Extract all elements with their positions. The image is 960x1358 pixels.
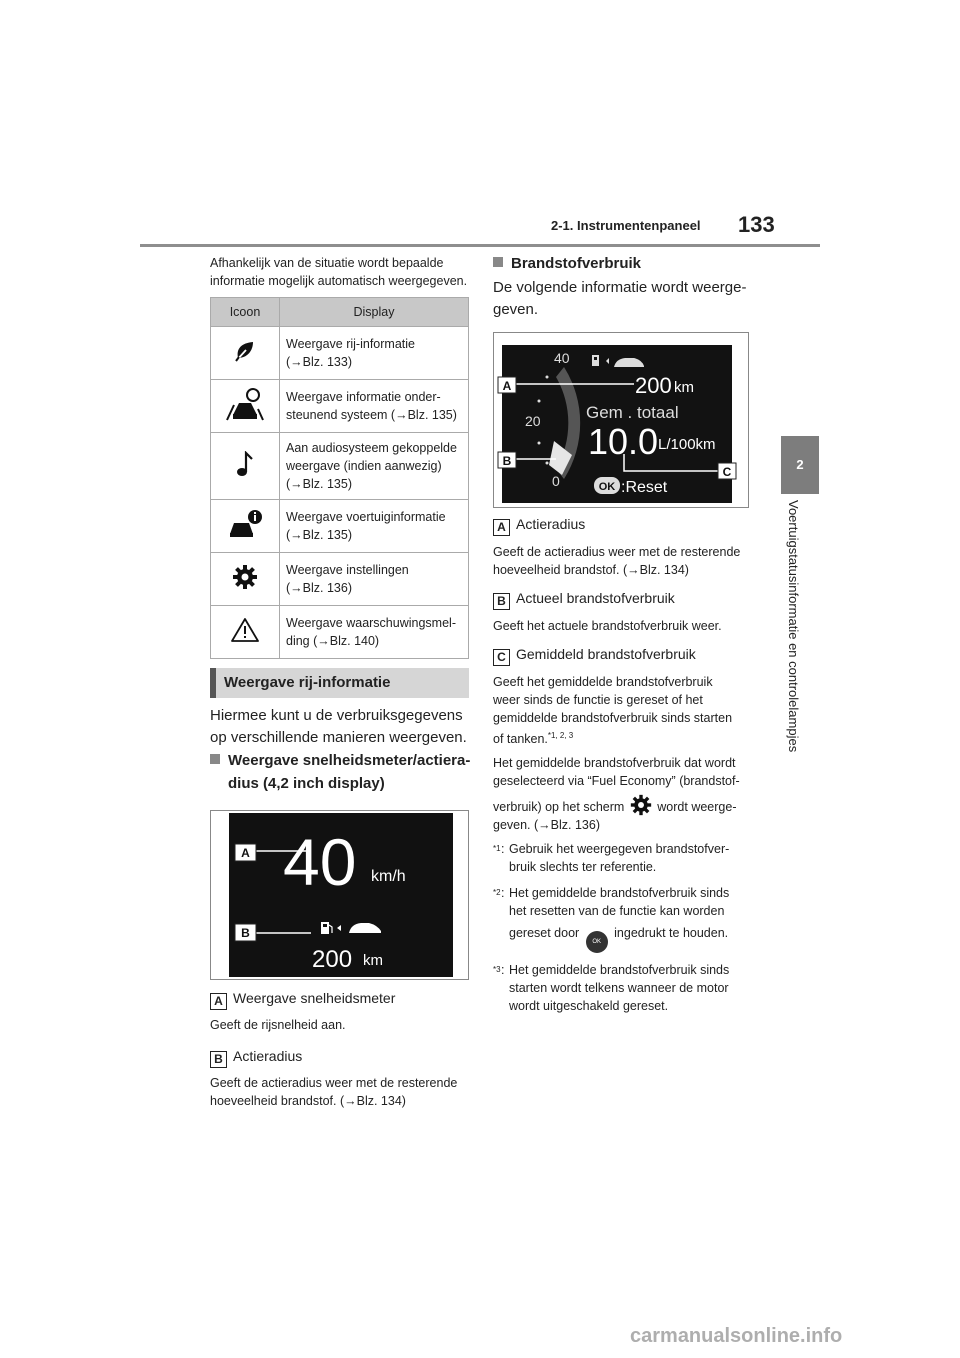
header-rule (140, 244, 820, 247)
footnote-text: het resetten van de functie kan worden (509, 904, 725, 919)
ok-button-label: OK (598, 481, 616, 493)
table-header-icon: Icoon (211, 298, 280, 327)
fuel-heading (493, 252, 641, 275)
item-desc: hoeveelheid brandstof. (→Blz. 134) (493, 563, 689, 577)
table-row (211, 327, 469, 380)
item-title: Weergave snelheidsmeter (233, 990, 396, 1006)
gauge-tick-top: 40 (554, 350, 570, 366)
label-b: B (502, 454, 512, 468)
item-desc: Geeft de actieradius weer met de resterende (493, 545, 741, 559)
speedometer-heading-line: dius (4,2 inch display) (228, 775, 385, 792)
row-text: (→Blz. 133) (286, 355, 352, 369)
footnote-mark: *3 (493, 965, 501, 975)
item-desc: Geeft het actuele brandstofverbruik weer. (493, 619, 722, 633)
speed-unit: km/h (371, 868, 406, 885)
speedometer-items (210, 990, 472, 1110)
item-title: Gemiddeld brandstofverbruik (516, 646, 696, 662)
item-label: A (493, 519, 510, 536)
range-unit: km (363, 952, 383, 969)
music-note-icon (235, 451, 255, 477)
section-title: 2-1. Instrumentenpaneel (551, 218, 701, 233)
extra-text: wordt weerge- (657, 800, 737, 815)
section-intro (210, 705, 467, 749)
bullet-square (210, 754, 220, 764)
leaf-icon (233, 339, 257, 363)
table-row (211, 500, 469, 553)
fuel-screen (493, 332, 749, 508)
label-a: A (241, 846, 250, 860)
item-label: B (493, 593, 510, 610)
row-text: weergave (indien aanwezig) (286, 459, 442, 473)
speedometer-heading (210, 749, 470, 795)
bullet-square (493, 257, 503, 267)
footnote-text: wordt uitgeschakeld gereset. (509, 999, 669, 1014)
fuel-items (493, 516, 755, 1015)
footnote-mark: *2 (493, 888, 501, 898)
page-number: 133 (738, 212, 775, 237)
footnote-ref: *1, 2, 3 (547, 731, 574, 740)
average-label: Gem . totaal (586, 403, 679, 422)
table-row (211, 380, 469, 433)
footnote-text: gereset door (509, 926, 580, 941)
fuel-intro (493, 277, 746, 321)
extra-text: geven. (→Blz. 136) (493, 818, 600, 833)
footnote-mark: *1 (493, 844, 501, 854)
speedometer-screen (210, 810, 469, 980)
row-text: (→Blz. 135) (286, 477, 352, 491)
icon-table (210, 297, 469, 659)
row-text: (→Blz. 136) (286, 581, 352, 595)
speedometer-heading-line: Weergave snelheidsmeter/actiera- (228, 752, 471, 769)
row-text: Aan audiosysteem gekoppelde (286, 441, 457, 455)
range-unit: km (674, 379, 694, 396)
extra-text: geselecteerd via “Fuel Economy” (brandstof- (493, 774, 740, 789)
item-label: C (493, 649, 510, 666)
fuel-intro-line: geven. (493, 301, 539, 318)
chapter-side-title (771, 500, 831, 790)
label-a: A (502, 379, 512, 393)
speed-value: 40 (283, 825, 357, 899)
warning-icon (231, 617, 259, 643)
item-desc: of tanken. (493, 732, 548, 747)
fuel-intro-line: De volgende informatie wordt weerge- (493, 279, 747, 296)
gauge-tick-mid: 20 (525, 413, 541, 429)
table-header-display: Display (280, 298, 469, 327)
item-label: A (210, 993, 227, 1010)
item-desc: Geeft de actieradius weer met de resterende (210, 1076, 458, 1090)
item-title: Actieradius (516, 516, 586, 532)
row-text: Weergave waarschuwingsmel- (286, 616, 456, 630)
row-text: steunend systeem (→Blz. 135) (286, 408, 457, 422)
ok-button-icon: OK (586, 931, 608, 953)
chapter-tab: 2 (781, 436, 819, 494)
item-desc: Geeft het gemiddelde brandstofverbruik (493, 675, 713, 689)
row-text: (→Blz. 135) (286, 528, 352, 542)
intro-text: Afhankelijk van de situatie wordt bepaalde informatie mogelijk automatisch weergegeven. (210, 256, 468, 288)
footnote: *1 : Gebruik het weergegeven brandstofver- bruik slechts ter referentie. (493, 840, 755, 876)
average-value: 10.0 (588, 421, 659, 462)
item-desc: weer sinds de functie is gereset of het (493, 693, 703, 707)
footnote-text: starten wordt telkens wanneer de motor (509, 981, 729, 996)
section-heading: Weergave rij-informatie (210, 668, 469, 698)
item-title: Actueel brandstofverbruik (516, 590, 675, 606)
row-text: ding (→Blz. 140) (286, 634, 380, 648)
section-intro-line: Hiermee kunt u de verbruiksgegevens (210, 707, 463, 724)
extra-text: Het gemiddelde brandstofverbruik dat wordt (493, 756, 736, 771)
gear-icon (630, 794, 652, 816)
reset-label: :Reset (621, 479, 668, 496)
watermark: carmanualsonline.info (630, 1325, 843, 1347)
fuel-heading-text: Brandstofverbruik (511, 255, 642, 272)
gear-icon (232, 564, 258, 590)
row-text: Weergave informatie onder- (286, 390, 441, 404)
range-value: 200 (635, 373, 672, 398)
item-desc: hoeveelheid brandstof. (→Blz. 134) (210, 1094, 406, 1108)
footnote-text: ingedrukt te houden. (614, 926, 729, 941)
footnote: *3 : Het gemiddelde brandstofverbruik sinds starten wordt telkens wanneer de motor wordt uitgeschakeld gereset. (493, 961, 755, 1015)
chapter-side-title-text: Voertuigstatusinformatie en controlelampjes (786, 500, 801, 753)
gauge-tick-bottom: 0 (552, 473, 560, 489)
label-b: B (241, 926, 250, 940)
footnote-text: Het gemiddelde brandstofverbruik sinds (509, 886, 730, 901)
car-info-icon (227, 509, 263, 539)
footnote-text: Het gemiddelde brandstofverbruik sinds (509, 963, 730, 978)
table-row (211, 433, 469, 500)
footnote-text: bruik slechts ter referentie. (509, 860, 657, 875)
footnote-text: Gebruik het weergegeven brandstofver- (509, 842, 730, 857)
section-intro-line: op verschillende manieren weergeven. (210, 729, 467, 746)
fuel-pump-icon (592, 355, 599, 366)
item-desc: Geeft de rijsnelheid aan. (210, 1018, 346, 1032)
item-title: Actieradius (233, 1048, 303, 1064)
label-c: C (722, 465, 732, 479)
extra-text: verbruik) op het scherm (493, 800, 625, 815)
row-text: Weergave rij-informatie (286, 337, 415, 351)
table-row (211, 553, 469, 606)
range-value: 200 (312, 946, 353, 973)
row-text: Weergave voertuiginformatie (286, 510, 446, 524)
item-label: B (210, 1051, 227, 1068)
item-desc: gemiddelde brandstofverbruik sinds starten (493, 711, 733, 725)
footnote: *2 : Het gemiddelde brandstofverbruik sinds het resetten van de functie kan worden gereset door OK ingedrukt te houden. (493, 884, 755, 953)
average-unit: L/100km (658, 436, 716, 453)
row-text: Weergave instellingen (286, 563, 409, 577)
table-row (211, 606, 469, 659)
driver-assist-icon (225, 387, 265, 421)
